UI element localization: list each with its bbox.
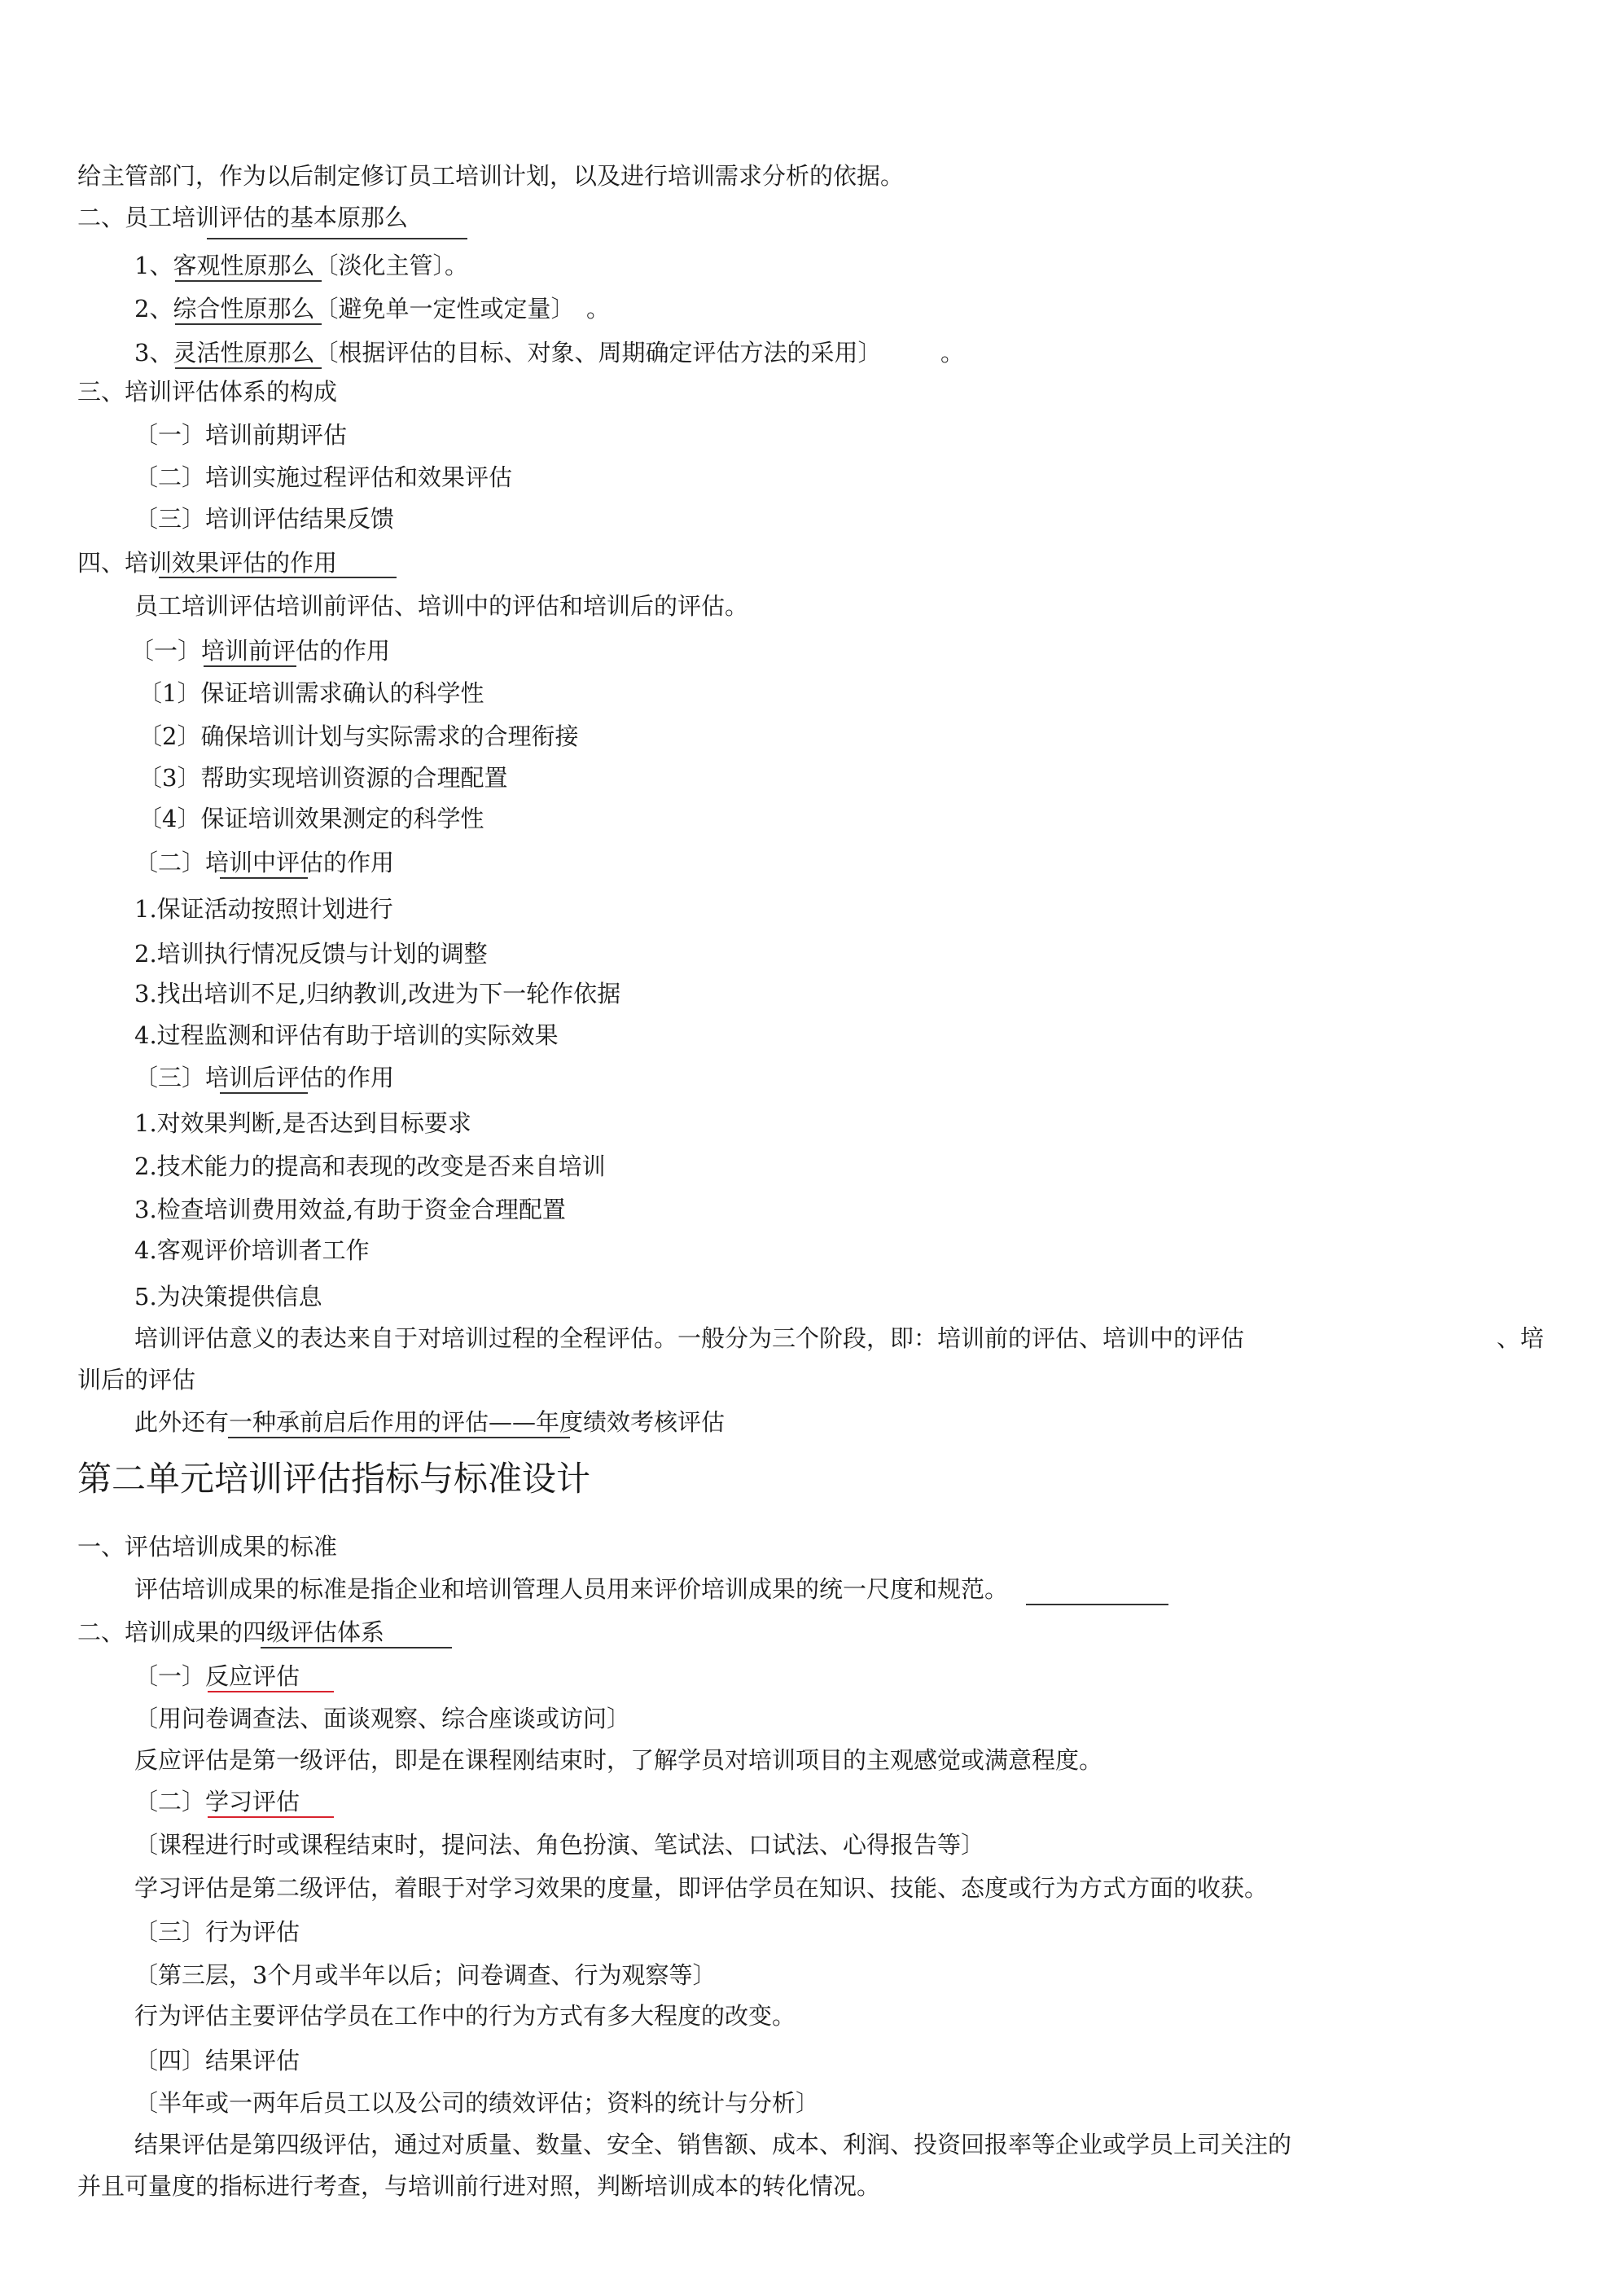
list-item: 5.为决策提供信息 — [134, 1283, 322, 1310]
list-item: 〔2〕确保培训计划与实际需求的合理衔接 — [138, 722, 579, 750]
underline — [228, 1437, 570, 1438]
text-line: 员工培训评估培训前评估、培训中的评估和培训后的评估。 — [134, 592, 749, 620]
list-item: 〔一〕培训前期评估 — [134, 421, 348, 449]
unit-title: 第二单元培训评估指标与标准设计 — [77, 1459, 591, 1499]
text-line: 结果评估是第四级评估，通过对质量、数量、安全、销售额、成本、利润、投资回报率等企业或学员上司关注的 — [134, 2131, 1292, 2158]
text-line: 训后的评估 — [77, 1366, 196, 1394]
text-line: 评估培训成果的标准是指企业和培训管理人员用来评价培训成果的统一尺度和规范。 — [134, 1575, 1009, 1603]
text-line: 学习评估是第二级评估，着眼于对学习效果的度量，即评估学员在知识、技能、态度或行为方式方面的收获。 — [134, 1874, 1269, 1902]
list-item: 1.对效果判断,是否达到目标要求 — [134, 1109, 471, 1137]
list-item: 4.客观评价培训者工作 — [134, 1236, 370, 1264]
underline — [220, 1092, 308, 1094]
subsection-heading: 〔二〕培训中评估的作用 — [134, 849, 395, 876]
section-heading: 三、培训评估体系的构成 — [77, 378, 338, 406]
text-line: 反应评估是第一级评估，即是在课程刚结束时，了解学员对培训项目的主观感觉或满意程度。 — [134, 1746, 1103, 1774]
text-line: 此外还有一种承前启后作用的评估——年度绩效考核评估 — [134, 1408, 726, 1436]
list-item: 3、灵活性原那么〔根据评估的目标、对象、周期确定评估方法的采用〕 。 — [134, 339, 964, 367]
list-item: 2、综合性原那么〔避免单一定性或定量〕 。 — [134, 295, 610, 323]
underline — [175, 323, 322, 325]
underline — [175, 280, 322, 282]
subsection-heading: 〔三〕行为评估 — [134, 1918, 300, 1946]
list-item: 〔二〕培训实施过程评估和效果评估 — [134, 463, 513, 491]
section-heading: 四、培训效果评估的作用 — [77, 549, 338, 577]
underline-red — [208, 1691, 334, 1692]
subsection-heading: 〔二〕学习评估 — [134, 1788, 300, 1815]
underline-red — [208, 1816, 334, 1818]
underline — [220, 877, 308, 879]
subsection-heading: 〔三〕培训后评估的作用 — [134, 1064, 395, 1091]
text-line: 培训评估意义的表达来自于对培训过程的全程评估。一般分为三个阶段，即：培训前的评估、培训中的评估 — [134, 1324, 1245, 1352]
subsection-heading: 〔一〕反应评估 — [134, 1662, 300, 1690]
text-line: 〔用问卷调查法、面谈观察、综合座谈或访问〕 — [134, 1705, 631, 1732]
text-line: 行为评估主要评估学员在工作中的行为方式有多大程度的改变。 — [134, 2002, 796, 2030]
text-line: 〔第三层，3个月或半年以后；问卷调查、行为观察等〕 — [134, 1961, 717, 1989]
list-item: 1、客观性原那么〔淡化主管〕。 — [134, 252, 468, 279]
underline — [204, 665, 296, 667]
underline — [159, 577, 397, 578]
list-item: 〔3〕帮助实现培训资源的合理配置 — [138, 764, 508, 792]
text-line: 〔半年或一两年后员工以及公司的绩效评估；资料的统计与分析〕 — [134, 2089, 820, 2117]
text-line: 〔课程进行时或课程结束时，提问法、角色扮演、笔试法、口试法、心得报告等〕 — [134, 1831, 985, 1859]
underline — [1026, 1604, 1168, 1605]
list-item: 4.过程监测和评估有助于培训的实际效果 — [134, 1021, 559, 1049]
text-line: 并且可量度的指标进行考查，与培训前行进对照，判断培训成本的转化情况。 — [77, 2172, 881, 2200]
list-item: 2.技术能力的提高和表现的改变是否来自培训 — [134, 1152, 606, 1180]
list-item: 3.检查培训费用效益,有助于资金合理配置 — [134, 1196, 566, 1223]
list-item: 〔1〕保证培训需求确认的科学性 — [138, 679, 484, 707]
list-item: 3.找出培训不足,归纳教训,改进为下一轮作依据 — [134, 980, 621, 1008]
section-heading: 二、员工培训评估的基本原那么 — [77, 204, 409, 231]
section-heading: 二、培训成果的四级评估体系 — [77, 1618, 385, 1646]
list-item: 2.培训执行情况反馈与计划的调整 — [134, 940, 488, 968]
underline — [207, 238, 467, 239]
underline — [261, 1647, 452, 1648]
section-heading: 一、评估培训成果的标准 — [77, 1533, 338, 1561]
subsection-heading: 〔一〕培训前评估的作用 — [130, 637, 391, 665]
underline — [175, 367, 322, 369]
list-item: 1.保证活动按照计划进行 — [134, 895, 393, 923]
text-line: 给主管部门，作为以后制定修订员工培训计划，以及进行培训需求分析的依据。 — [77, 162, 905, 190]
list-item: 〔三〕培训评估结果反馈 — [134, 505, 395, 533]
subsection-heading: 〔四〕结果评估 — [134, 2047, 300, 2074]
list-item: 〔4〕保证培训效果测定的科学性 — [138, 805, 484, 832]
text-line: 、培 — [1497, 1324, 1545, 1352]
